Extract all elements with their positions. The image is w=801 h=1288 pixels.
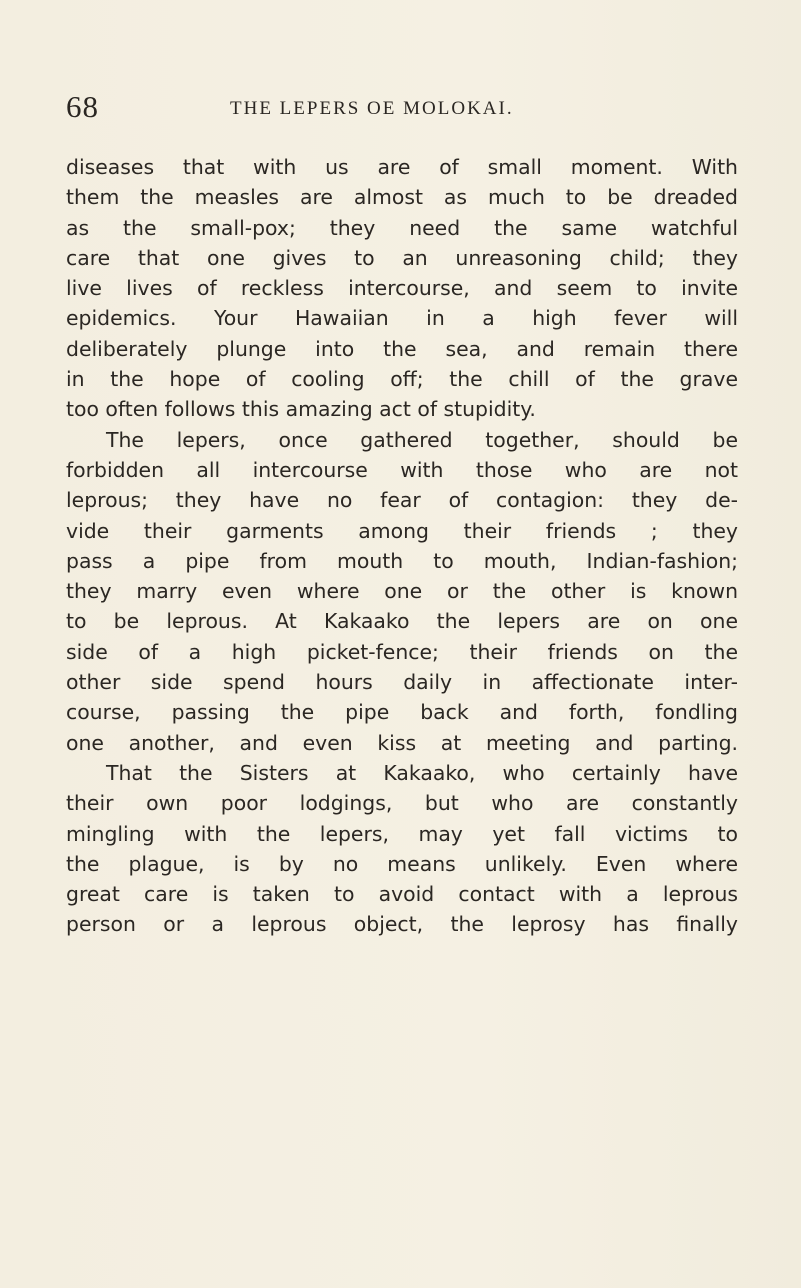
page-header: [66, 90, 746, 130]
text-line: vide their garments among their friends ; they: [66, 518, 738, 543]
text-line: them the measles are almost as much to be dreaded: [66, 185, 738, 210]
text-line: leprous; they have no fear of contagion: they de-: [66, 488, 738, 513]
text-line: in the hope of cooling off; the chill of the grave: [66, 367, 738, 392]
text-line: care that one gives to an unreasoning child; they: [66, 245, 738, 270]
text-line: person or a leprous object, the leprosy has finally: [66, 912, 738, 937]
text-line: they marry even where one or the other is known: [66, 579, 738, 604]
text-line: pass a pipe from mouth to mouth, Indian-fashion;: [66, 548, 738, 573]
page-number: 68: [66, 89, 99, 124]
text-line: too often follows this amazing act of stupidity.: [66, 397, 536, 422]
text-line: great care is taken to avoid contact with a leprous: [66, 882, 738, 907]
text-line: mingling with the lepers, may yet fall victims to: [66, 821, 738, 846]
text-line: live lives of reckless intercourse, and seem to invite: [66, 276, 738, 301]
text-line: as the small-pox; they need the same watchful: [66, 215, 738, 240]
body-text: [66, 152, 738, 940]
text-line: the plague, is by no means unlikely. Even where: [66, 851, 738, 876]
text-line: one another, and even kiss at meeting and parting.: [66, 730, 738, 755]
text-line: to be leprous. At Kakaako the lepers are on one: [66, 609, 738, 634]
running-title: THE LEPERS OE MOLOKAI.: [230, 98, 514, 119]
text-line: side of a high picket-fence; their friends on the: [66, 639, 738, 664]
text-line: diseases that with us are of small moment. With: [66, 155, 738, 179]
text-line: forbidden all intercourse with those who are not: [66, 457, 738, 482]
text-line: course, passing the pipe back and forth, fondling: [66, 700, 738, 725]
text-line: The lepers, once gathered together, should be: [106, 427, 738, 452]
text-line: other side spend hours daily in affectionate inter-: [66, 670, 738, 695]
text-line: deliberately plunge into the sea, and remain there: [66, 336, 738, 361]
text-line: epidemics. Your Hawaiian in a high fever will: [66, 306, 738, 331]
text-line: their own poor lodgings, but who are constantly: [66, 791, 738, 816]
text-line: That the Sisters at Kakaako, who certainly have: [106, 760, 738, 785]
